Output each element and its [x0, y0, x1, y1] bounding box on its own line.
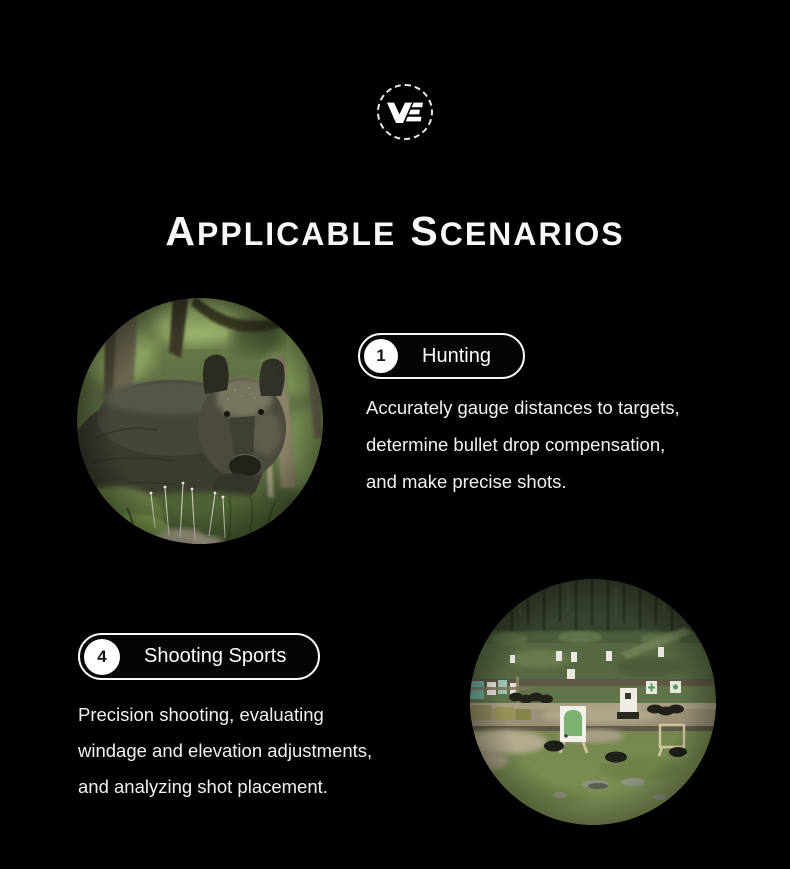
- shooting-range-photo: [470, 579, 716, 825]
- description-line: and analyzing shot placement.: [78, 776, 328, 797]
- hunting-description: [366, 389, 680, 500]
- wild-boar-image: [77, 298, 323, 544]
- description-line: Precision shooting, evaluating: [78, 704, 324, 725]
- page-title: [0, 208, 790, 255]
- shooting-range-image: [470, 579, 716, 825]
- scenario-badge-shooting-sports: [78, 633, 320, 680]
- hunting-photo: [77, 298, 323, 544]
- scenario-number-badge: 1: [364, 339, 398, 373]
- description-line: windage and elevation adjustments,: [78, 740, 373, 761]
- shooting-sports-description: [78, 697, 372, 805]
- description-line: and make precise shots.: [366, 471, 567, 492]
- page-title-word-1: APPLICABLE: [165, 208, 397, 255]
- scenario-label: Shooting Sports: [144, 645, 287, 667]
- description-line: determine bullet drop compensation,: [366, 434, 666, 455]
- page-title-word-2: SCENARIOS: [410, 208, 625, 255]
- description-line: Accurately gauge distances to targets,: [366, 397, 680, 418]
- ve-logo-icon: [387, 100, 423, 124]
- scenario-number-badge: 4: [84, 639, 120, 675]
- scenario-badge-hunting: [358, 333, 525, 379]
- scenario-label: Hunting: [422, 344, 491, 367]
- brand-logo: [377, 84, 433, 140]
